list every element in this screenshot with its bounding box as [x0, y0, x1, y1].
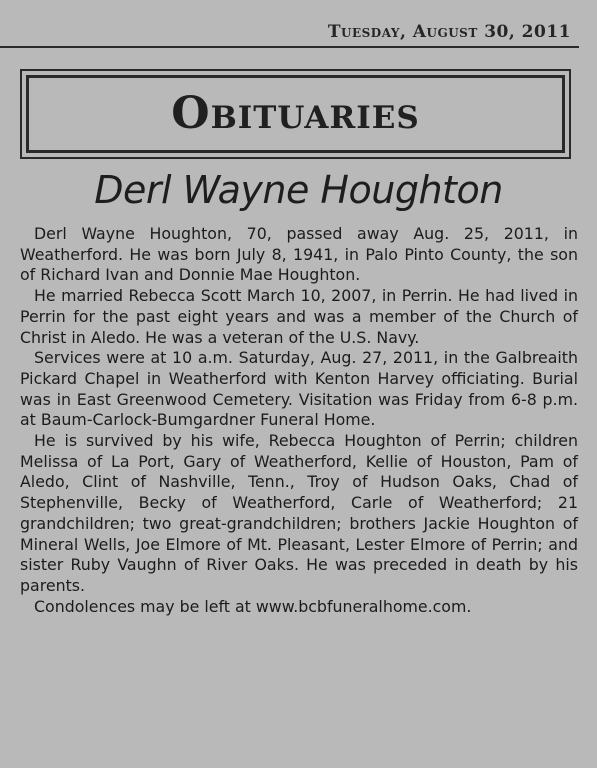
obituary-paragraph: He married Rebecca Scott March 10, 2007, in Perrin. He had lived in Perrin for the past eight years and was a member of the Church of Christ in Aledo. He was a veteran of the U.S. Navy.	[20, 286, 578, 347]
obituary-paragraph: He is survived by his wife, Rebecca Houghton of Perrin; children Melissa of La Port, Gary of Weatherford, Kellie of Houston, Pam of Aledo, Clint of Nashville, Tenn., Troy of Hudson Oaks, Chad of Stephenville, Becky of Weatherford, Carle of Weatherford; 21 grandchildren; two great-grandchildren; brothers Jackie Houghton of Mineral Wells, Joe Elmore of Mt. Pleasant, Lester Elmore of Perrin; and sister Ruby Vaughn of River Oaks. He was preceded in death by his parents.	[20, 431, 578, 595]
header-rule	[0, 46, 579, 48]
masthead-inner-frame	[26, 75, 565, 153]
section-title: Obituaries	[171, 88, 420, 139]
obituary-paragraph: Derl Wayne Houghton, 70, passed away Aug. 25, 2011, in Weatherford. He was born July 8, 1941, in Palo Pinto County, the son of Richard Ivan and Donnie Mae Houghton.	[20, 224, 578, 285]
obituary-paragraph: Services were at 10 a.m. Saturday, Aug. 27, 2011, in the Galbreaith Pickard Chapel in Weatherford with Kenton Harvey officiating. Burial was in East Greenwood Cemetery. Visitation was Friday from 6-8 p.m. at Baum-Carlock-Bumgardner Funeral Home.	[20, 348, 578, 430]
obituary-name: Derl Wayne Houghton	[94, 168, 503, 212]
section-masthead	[20, 69, 571, 159]
dateline: Tuesday, August 30, 2011	[327, 22, 571, 42]
obituary-body	[20, 224, 578, 617]
obituary-paragraph: Condolences may be left at www.bcbfuneralhome.com.	[34, 596, 472, 616]
